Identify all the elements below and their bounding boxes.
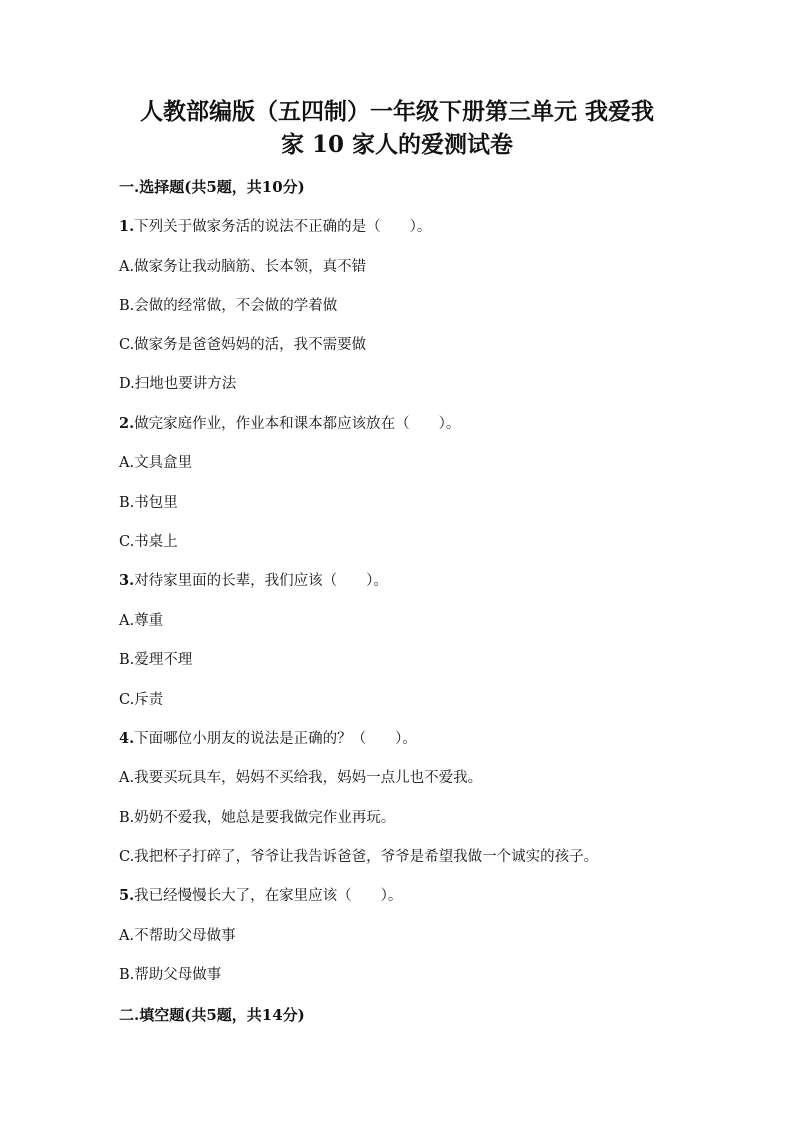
option-4c: C.我把杯子打碎了，爷爷让我告诉爸爸，爷爷是希望我做一个诚实的孩子。 [119,849,599,865]
section-heading-multiple-choice: 一.选择题(共5题，共10分) [119,178,305,196]
question-number: 5. [119,887,135,904]
option-5a: A.不帮助父母做事 [119,928,236,944]
question-1 [119,217,431,237]
option-2a: A.文具盒里 [119,455,193,471]
exam-title-line-1: 人教部编版（五四制）一年级下册第三单元 我爱我 [139,98,654,125]
question-stem: 对待家里面的长辈，我们应该（ ）。 [134,573,388,589]
question-number: 3. [119,572,135,589]
option-2b: B.书包里 [119,495,178,511]
question-stem: 我已经慢慢长大了，在家里应该（ ）。 [134,888,403,904]
question-number: 2. [119,415,135,432]
question-stem: 做完家庭作业，作业本和课本都应该放在（ ）。 [134,416,461,432]
option-1d: D.扫地也要讲方法 [119,376,237,392]
option-1b: B.会做的经常做，不会做的学着做 [119,298,338,314]
section-heading-fill-in: 二.填空题(共5题，共14分) [119,1006,305,1024]
option-3c: C.斥责 [119,692,164,708]
option-1c: C.做家务是爸爸妈妈的活，我不需要做 [119,337,367,353]
option-5b: B.帮助父母做事 [119,967,222,983]
question-number: 1. [119,218,135,235]
question-stem: 下面哪位小朋友的说法是正确的？（ ）。 [134,731,417,747]
question-stem: 下列关于做家务活的说法不正确的是（ ）。 [134,219,432,235]
option-1a: A.做家务让我动脑筋、长本领，真不错 [119,259,367,275]
exam-title-line-2: 家 10 家人的爱测试卷 [280,131,514,158]
option-4b: B.奶奶不爱我，她总是要我做完作业再玩。 [119,810,396,826]
option-2c: C.书桌上 [119,534,178,550]
question-number: 4. [119,730,135,747]
question-5 [119,886,402,906]
question-2 [119,414,460,434]
option-4a: A.我要买玩具车，妈妈不买给我，妈妈一点儿也不爱我。 [119,770,483,786]
question-3 [119,571,388,591]
question-4 [119,729,417,749]
option-3b: B.爱理不理 [119,652,193,668]
option-3a: A.尊重 [119,613,164,629]
